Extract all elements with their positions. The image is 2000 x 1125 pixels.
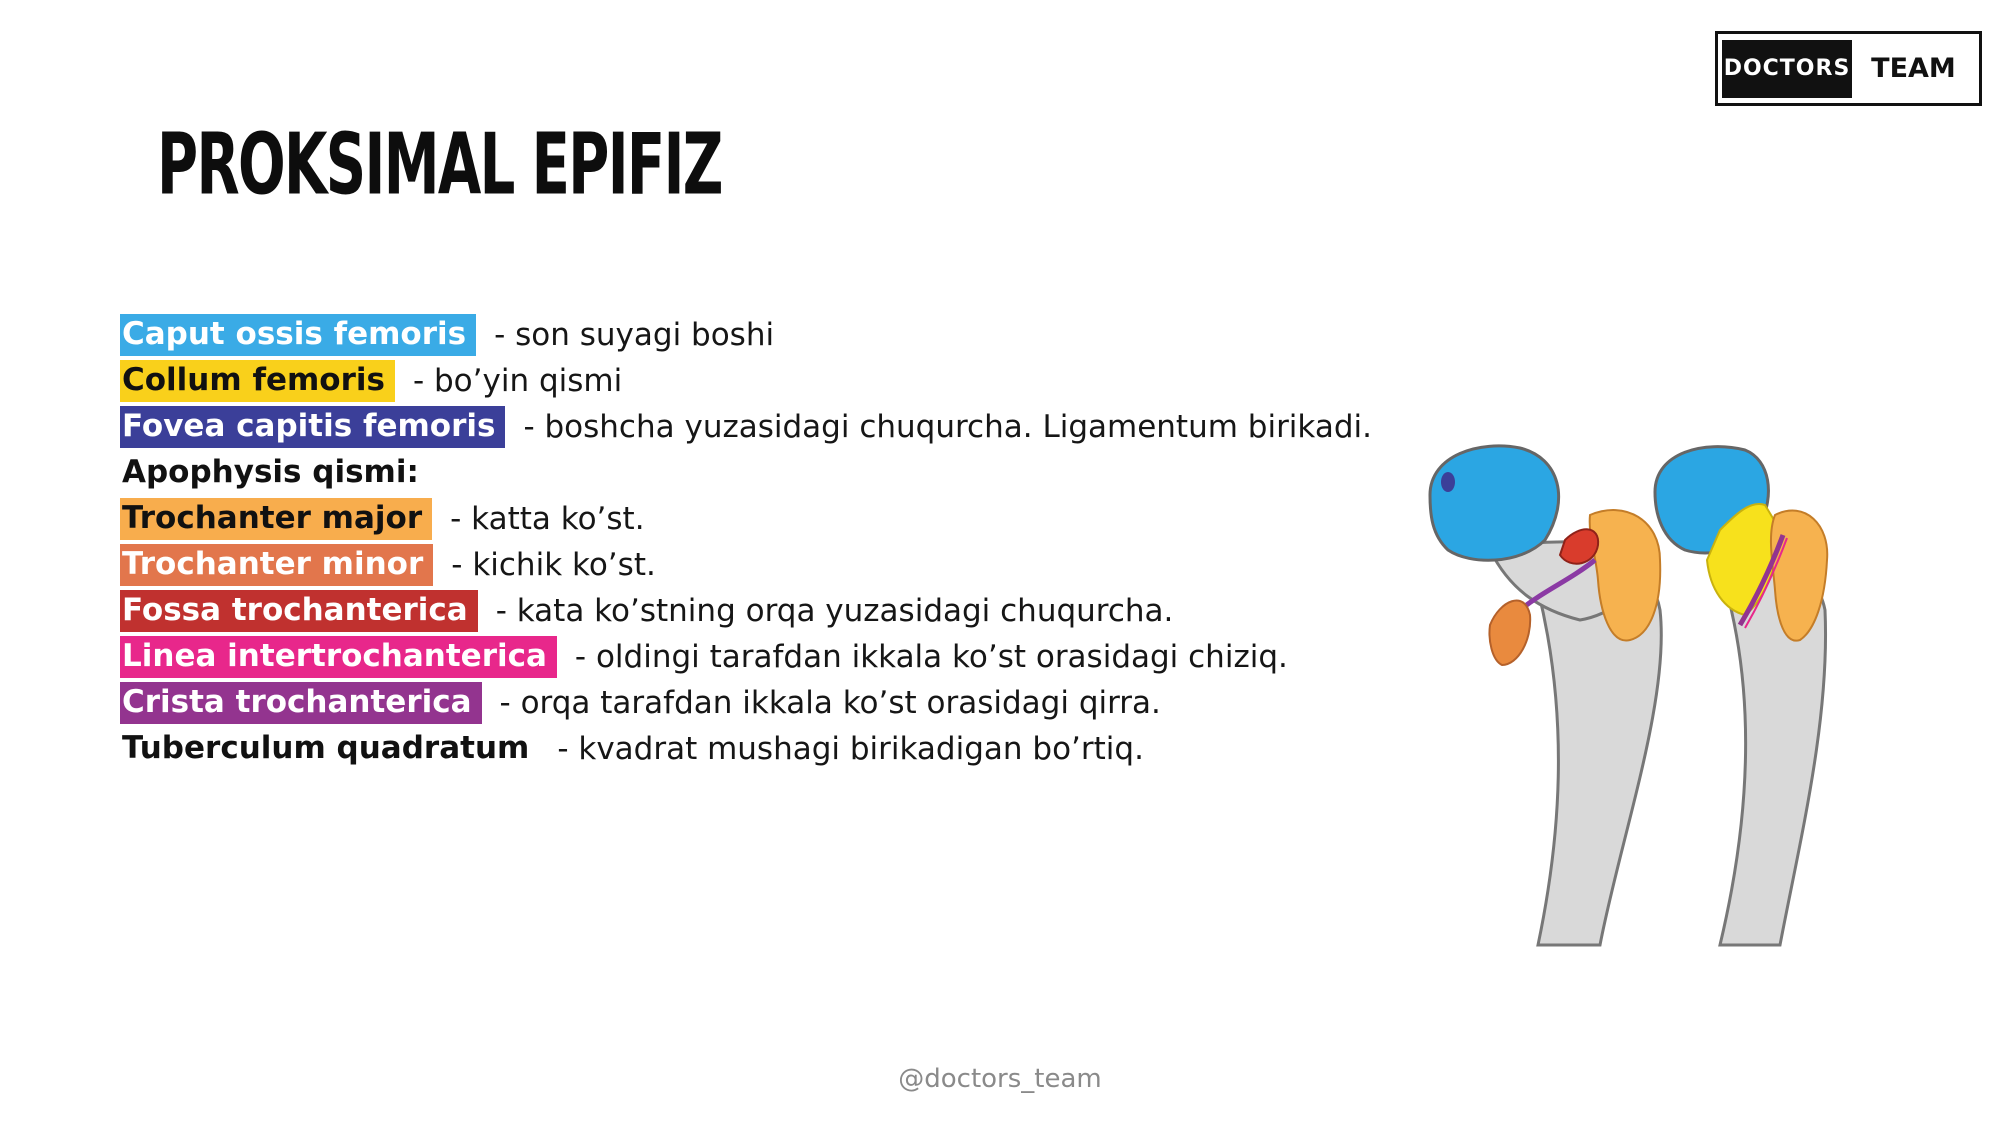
term-label: Fossa trochanterica — [120, 590, 478, 632]
term-description: - son suyagi boshi — [494, 317, 775, 353]
terms-list — [120, 312, 1372, 772]
term-description: - bo’yin qismi — [412, 363, 623, 399]
term-description: - kata ko’stning orqa yuzasidagi chuqurcha. — [495, 593, 1174, 629]
doctors-team-logo — [1715, 31, 1982, 106]
femur-left — [1430, 446, 1661, 945]
term-label: Tuberculum quadratum — [122, 730, 530, 766]
logo-doctors-text: DOCTORS — [1722, 40, 1852, 98]
femur-illustration — [1420, 440, 1940, 960]
term-description: - orqa tarafdan ikkala ko’st orasidagi qirra. — [499, 685, 1161, 721]
term-row — [120, 404, 1372, 450]
term-row — [120, 358, 1372, 404]
term-row — [120, 450, 1372, 496]
term-row — [120, 542, 1372, 588]
term-label: Caput ossis femoris — [120, 314, 476, 356]
term-row — [120, 634, 1372, 680]
term-row — [120, 496, 1372, 542]
footer-handle: @doctors_team — [898, 1064, 1102, 1094]
femur-right — [1655, 447, 1827, 945]
page-title: PROKSIMAL EPIFIZ — [157, 114, 722, 214]
term-row — [120, 588, 1372, 634]
femur-left-head — [1430, 446, 1559, 560]
femur-left-lesser-trochanter — [1490, 601, 1531, 665]
term-description: - katta ko’st. — [450, 501, 645, 537]
term-description: - oldingi tarafdan ikkala ko’st orasidagi chiziq. — [574, 639, 1288, 675]
term-description: - kvadrat mushagi birikadigan bo’rtiq. — [557, 731, 1144, 767]
term-row — [120, 680, 1372, 726]
term-label: Fovea capitis femoris — [120, 406, 505, 448]
term-label: Crista trochanterica — [120, 682, 482, 724]
term-row — [120, 312, 1372, 358]
term-label: Collum femoris — [120, 360, 395, 402]
logo-team-text: TEAM — [1871, 53, 1956, 84]
term-label: Apophysis qismi: — [122, 454, 419, 490]
term-description: - boshcha yuzasidagi chuqurcha. Ligamentum birikadi. — [523, 409, 1372, 445]
term-label: Linea intertrochanterica — [120, 636, 557, 678]
term-row — [120, 726, 1372, 772]
term-description: - kichik ko’st. — [451, 547, 656, 583]
term-label: Trochanter minor — [120, 544, 433, 586]
femur-left-fovea — [1441, 472, 1455, 492]
term-label: Trochanter major — [120, 498, 432, 540]
